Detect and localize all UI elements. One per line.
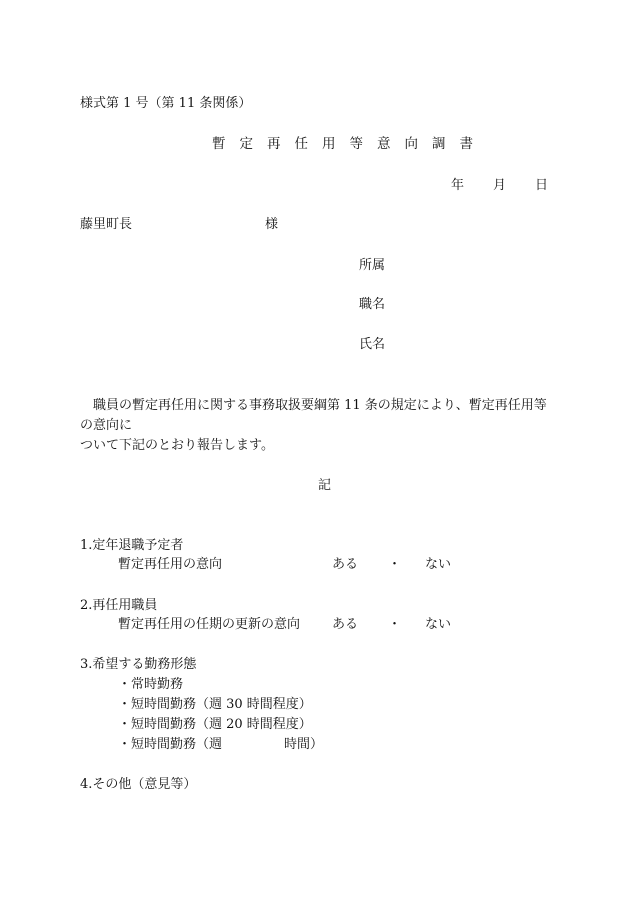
work-option-custom bbox=[118, 737, 323, 753]
item1-no-option: ない bbox=[425, 557, 452, 572]
item2-yes-option: ある bbox=[332, 617, 359, 632]
work-option-20h: ・短時間勤務（週 20 時間程度） bbox=[118, 717, 312, 732]
addressee-office: 藤里町長 bbox=[80, 217, 133, 232]
addressee-honorific: 様 bbox=[265, 217, 279, 232]
work-option-fulltime: ・常時勤務 bbox=[118, 677, 184, 692]
body-text-line-1: 職員の暫定再任用に関する事務取扱要綱第 11 条の規定により、暫定再任用等 bbox=[93, 398, 547, 413]
item1-heading: 1.定年退職予定者 bbox=[80, 538, 184, 553]
body-text-line-3: ついて下記のとおり報告します。 bbox=[80, 438, 274, 453]
date-day-label: 日 bbox=[535, 178, 549, 193]
form-number: 様式第 1 号（第 11 条関係） bbox=[80, 96, 252, 111]
position-label: 職名 bbox=[359, 297, 386, 312]
item2-question: 暫定再任用の任期の更新の意向 bbox=[118, 617, 301, 632]
item2-separator: ・ bbox=[388, 617, 402, 632]
item3-heading: 3.希望する勤務形態 bbox=[80, 657, 197, 672]
body-text-line-2: の意向に bbox=[80, 418, 133, 433]
date-month-label: 月 bbox=[493, 178, 507, 193]
item4-heading: 4.その他（意見等） bbox=[80, 777, 197, 792]
work-option-custom-suffix: 時間） bbox=[284, 737, 324, 752]
item1-yes-option: ある bbox=[332, 557, 359, 572]
item2-no-option: ない bbox=[425, 617, 452, 632]
affiliation-label: 所属 bbox=[359, 258, 386, 273]
item1-question: 暫定再任用の意向 bbox=[118, 557, 223, 572]
ki-heading: 記 bbox=[318, 478, 332, 493]
date-year-label: 年 bbox=[451, 178, 465, 193]
document-title: 暫定再任用等意向調書 bbox=[212, 136, 487, 152]
item2-heading: 2.再任用職員 bbox=[80, 598, 158, 613]
work-option-30h: ・短時間勤務（週 30 時間程度） bbox=[118, 697, 312, 712]
name-label: 氏名 bbox=[359, 337, 386, 352]
work-option-custom-prefix: ・短時間勤務（週 bbox=[118, 737, 223, 752]
item1-separator: ・ bbox=[388, 557, 402, 572]
